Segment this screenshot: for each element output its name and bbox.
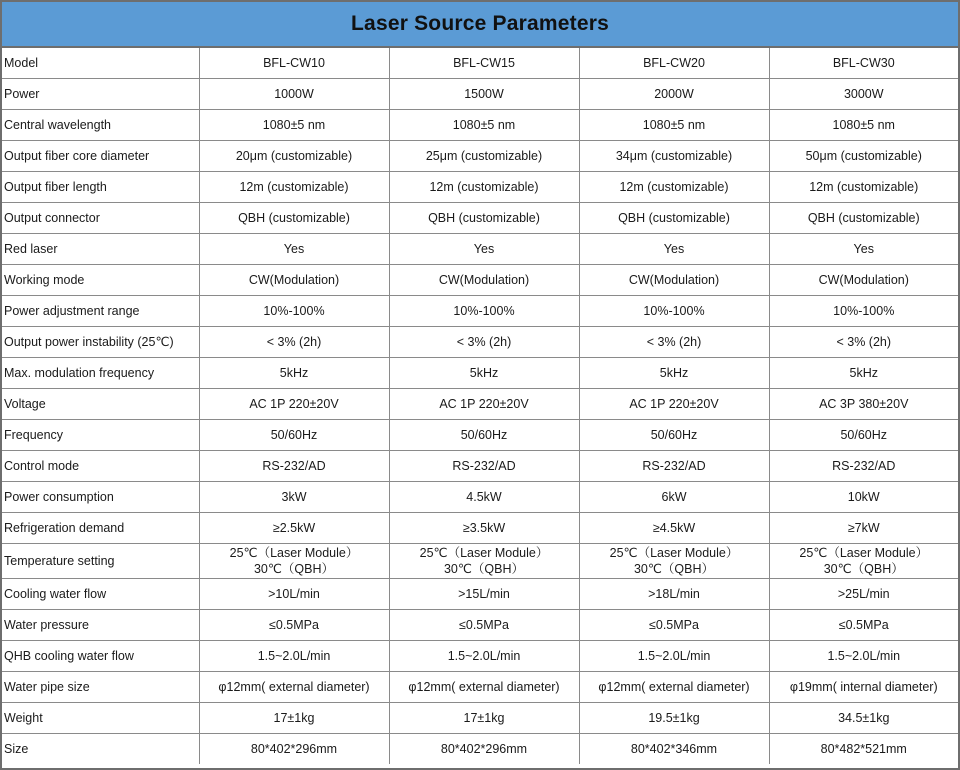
table-cell: 80*402*346mm xyxy=(579,734,769,765)
table-cell: ≥2.5kW xyxy=(199,513,389,544)
table-cell: RS-232/AD xyxy=(199,451,389,482)
table-cell: AC 3P 380±20V xyxy=(769,389,958,420)
table-cell: 50/60Hz xyxy=(389,420,579,451)
table-cell: 17±1kg xyxy=(389,703,579,734)
table-cell: 10%-100% xyxy=(389,296,579,327)
table-cell: Yes xyxy=(579,234,769,265)
row-label: Cooling water flow xyxy=(2,579,199,610)
table-cell: < 3% (2h) xyxy=(769,327,958,358)
table-cell: 2000W xyxy=(579,79,769,110)
table-cell: BFL-CW15 xyxy=(389,48,579,79)
table-cell: 10%-100% xyxy=(579,296,769,327)
row-label: QHB cooling water flow xyxy=(2,641,199,672)
cell-line: 30℃（QBH） xyxy=(823,562,904,576)
parameters-table-body xyxy=(2,48,958,764)
table-row xyxy=(2,327,958,358)
table-cell: 1.5~2.0L/min xyxy=(769,641,958,672)
table-row xyxy=(2,544,958,579)
row-label: Power consumption xyxy=(2,482,199,513)
cell-line: 30℃（QBH） xyxy=(443,562,525,576)
row-label: Red laser xyxy=(2,234,199,265)
table-cell: QBH (customizable) xyxy=(769,203,958,234)
row-label: Working mode xyxy=(2,265,199,296)
table-cell: < 3% (2h) xyxy=(579,327,769,358)
table-row xyxy=(2,420,958,451)
table-row xyxy=(2,703,958,734)
table-row xyxy=(2,734,958,765)
table-cell: ≥7kW xyxy=(769,513,958,544)
table-cell: 12m (customizable) xyxy=(389,172,579,203)
table-cell: 10%-100% xyxy=(769,296,958,327)
cell-line: 25℃（Laser Module） xyxy=(609,546,739,560)
table-row xyxy=(2,672,958,703)
table-cell: ≤0.5MPa xyxy=(199,610,389,641)
table-cell: RS-232/AD xyxy=(579,451,769,482)
row-label: Output power instability (25℃) xyxy=(2,327,199,358)
table-cell: Yes xyxy=(199,234,389,265)
table-cell: 50/60Hz xyxy=(199,420,389,451)
table-cell: >25L/min xyxy=(769,579,958,610)
table-cell: 4.5kW xyxy=(389,482,579,513)
table-cell: QBH (customizable) xyxy=(579,203,769,234)
table-cell xyxy=(199,544,389,579)
table-cell: 34μm (customizable) xyxy=(579,141,769,172)
table-cell: ≤0.5MPa xyxy=(579,610,769,641)
table-cell: 1.5~2.0L/min xyxy=(199,641,389,672)
table-cell: >18L/min xyxy=(579,579,769,610)
row-label: Refrigeration demand xyxy=(2,513,199,544)
table-row xyxy=(2,110,958,141)
table-cell: BFL-CW30 xyxy=(769,48,958,79)
table-cell: 3000W xyxy=(769,79,958,110)
table-cell: 1.5~2.0L/min xyxy=(389,641,579,672)
table-cell: QBH (customizable) xyxy=(389,203,579,234)
table-cell: 50/60Hz xyxy=(579,420,769,451)
table-cell: < 3% (2h) xyxy=(389,327,579,358)
row-label: Max. modulation frequency xyxy=(2,358,199,389)
table-cell: CW(Modulation) xyxy=(199,265,389,296)
table-cell: 10kW xyxy=(769,482,958,513)
table-cell: 50μm (customizable) xyxy=(769,141,958,172)
table-row xyxy=(2,513,958,544)
parameters-table xyxy=(2,48,958,764)
row-label: Temperature setting xyxy=(2,544,199,579)
table-cell: < 3% (2h) xyxy=(199,327,389,358)
table-cell: φ19mm( internal diameter) xyxy=(769,672,958,703)
table-cell: RS-232/AD xyxy=(769,451,958,482)
table-row xyxy=(2,203,958,234)
table-row xyxy=(2,79,958,110)
table-cell: 1080±5 nm xyxy=(389,110,579,141)
table-row xyxy=(2,451,958,482)
row-label: Output fiber core diameter xyxy=(2,141,199,172)
table-cell: 1080±5 nm xyxy=(769,110,958,141)
table-cell xyxy=(579,544,769,579)
table-cell: 12m (customizable) xyxy=(199,172,389,203)
table-cell: 10%-100% xyxy=(199,296,389,327)
table-cell: CW(Modulation) xyxy=(769,265,958,296)
table-row xyxy=(2,389,958,420)
row-label: Output fiber length xyxy=(2,172,199,203)
table-cell: 25μm (customizable) xyxy=(389,141,579,172)
table-cell: Yes xyxy=(389,234,579,265)
table-cell: ≥3.5kW xyxy=(389,513,579,544)
table-cell: 1000W xyxy=(199,79,389,110)
table-cell: >15L/min xyxy=(389,579,579,610)
row-label: Water pipe size xyxy=(2,672,199,703)
page-title: Laser Source Parameters xyxy=(351,12,609,35)
row-label: Water pressure xyxy=(2,610,199,641)
cell-line: 30℃（QBH） xyxy=(253,562,335,576)
table-cell xyxy=(389,544,579,579)
table-cell: 5kHz xyxy=(579,358,769,389)
row-label: Control mode xyxy=(2,451,199,482)
cell-line: 25℃（Laser Module） xyxy=(419,546,549,560)
row-label: Voltage xyxy=(2,389,199,420)
table-cell: 5kHz xyxy=(769,358,958,389)
table-cell: 1.5~2.0L/min xyxy=(579,641,769,672)
table-cell: 12m (customizable) xyxy=(769,172,958,203)
table-row xyxy=(2,610,958,641)
cell-line: 25℃（Laser Module） xyxy=(229,546,359,560)
table-cell: 34.5±1kg xyxy=(769,703,958,734)
table-cell: ≤0.5MPa xyxy=(769,610,958,641)
table-cell: 19.5±1kg xyxy=(579,703,769,734)
table-row xyxy=(2,579,958,610)
table-cell: AC 1P 220±20V xyxy=(389,389,579,420)
table-row xyxy=(2,141,958,172)
row-label: Model xyxy=(2,48,199,79)
table-cell: 17±1kg xyxy=(199,703,389,734)
row-label: Power xyxy=(2,79,199,110)
table-cell: 6kW xyxy=(579,482,769,513)
table-cell: 80*402*296mm xyxy=(199,734,389,765)
table-cell: Yes xyxy=(769,234,958,265)
title-bar xyxy=(2,2,958,48)
table-row xyxy=(2,172,958,203)
table-row xyxy=(2,358,958,389)
table-row xyxy=(2,234,958,265)
row-label: Frequency xyxy=(2,420,199,451)
table-cell: CW(Modulation) xyxy=(389,265,579,296)
table-cell: ≤0.5MPa xyxy=(389,610,579,641)
row-label: Output connector xyxy=(2,203,199,234)
row-label: Central wavelength xyxy=(2,110,199,141)
table-cell: 3kW xyxy=(199,482,389,513)
table-cell: 12m (customizable) xyxy=(579,172,769,203)
table-cell: CW(Modulation) xyxy=(579,265,769,296)
table-cell: BFL-CW10 xyxy=(199,48,389,79)
table-cell: AC 1P 220±20V xyxy=(199,389,389,420)
table-cell: 5kHz xyxy=(199,358,389,389)
table-cell: AC 1P 220±20V xyxy=(579,389,769,420)
table-cell: 80*402*296mm xyxy=(389,734,579,765)
table-row xyxy=(2,296,958,327)
table-cell: 5kHz xyxy=(389,358,579,389)
table-row xyxy=(2,265,958,296)
table-cell: 80*482*521mm xyxy=(769,734,958,765)
table-cell: QBH (customizable) xyxy=(199,203,389,234)
table-row xyxy=(2,48,958,79)
row-label: Weight xyxy=(2,703,199,734)
table-row xyxy=(2,641,958,672)
row-label: Size xyxy=(2,734,199,765)
table-cell xyxy=(769,544,958,579)
cell-line: 30℃（QBH） xyxy=(633,562,715,576)
table-cell: 1080±5 nm xyxy=(579,110,769,141)
table-cell: RS-232/AD xyxy=(389,451,579,482)
table-cell: BFL-CW20 xyxy=(579,48,769,79)
table-cell: φ12mm( external diameter) xyxy=(199,672,389,703)
cell-line: 25℃（Laser Module） xyxy=(799,546,929,560)
table-cell: >10L/min xyxy=(199,579,389,610)
table-cell: 1080±5 nm xyxy=(199,110,389,141)
table-cell: φ12mm( external diameter) xyxy=(389,672,579,703)
row-label: Power adjustment range xyxy=(2,296,199,327)
table-cell: 1500W xyxy=(389,79,579,110)
table-cell: φ12mm( external diameter) xyxy=(579,672,769,703)
table-row xyxy=(2,482,958,513)
table-cell: 20μm (customizable) xyxy=(199,141,389,172)
table-cell: ≥4.5kW xyxy=(579,513,769,544)
table-cell: 50/60Hz xyxy=(769,420,958,451)
